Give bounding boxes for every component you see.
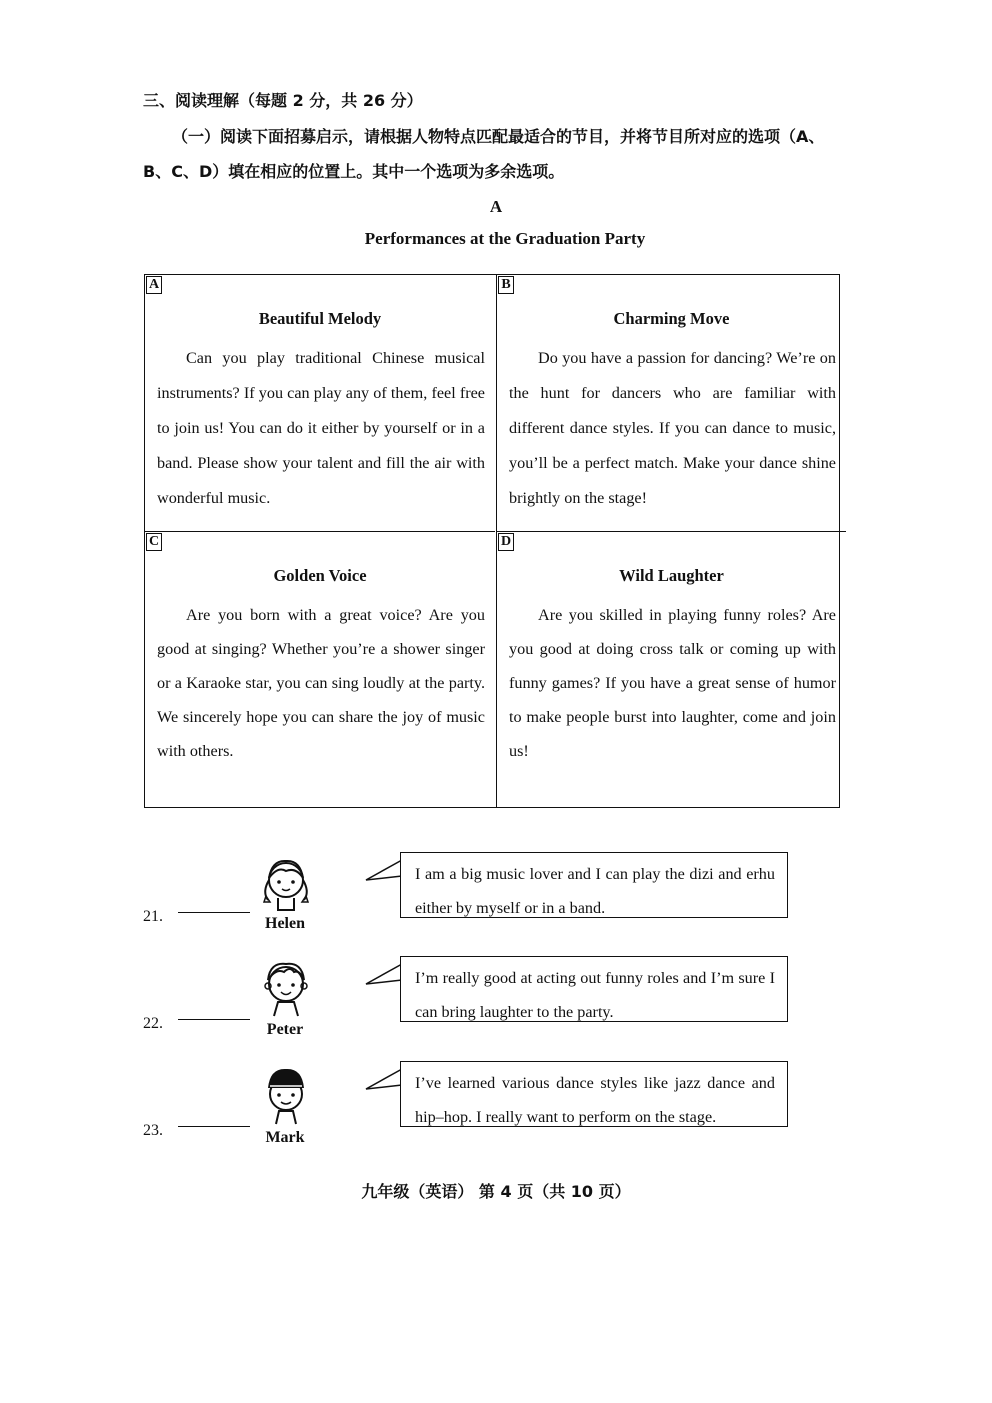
student-name: Helen (265, 915, 305, 932)
page-footer: 九年级（英语） 第 4 页（共 10 页） (361, 1182, 631, 1201)
option-cell-d (496, 531, 846, 807)
question-number: 21. (143, 908, 163, 925)
option-text: Do you have a passion for dancing? We’re on the hunt for dancers who are familiar with different dance styles. If you can dance to music, you’ll be a perfect match. Make your dance shine brightly on the stage! (509, 349, 836, 507)
passage-title: Performances at the Graduation Party (364, 229, 646, 248)
option-text: Can you play traditional Chinese musical instruments? If you can play any of them, feel free to join us! You can do it either by yourself or in a band. Please show your talent and fill the air with wonderful music. (157, 349, 485, 507)
speech-bubble-pointer (364, 1067, 404, 1093)
answer-blank[interactable] (178, 1126, 250, 1127)
question-number: 23. (143, 1122, 163, 1139)
option-title: Golden Voice (273, 566, 367, 585)
option-cell-a (145, 275, 495, 531)
answer-blank[interactable] (178, 1019, 250, 1020)
speech-bubble: I’m really good at acting out funny roles and I’m sure I can bring laughter to the party. (400, 956, 788, 1022)
speech-bubble: I am a big music lover and I can play the dizi and erhu either by myself or in a band. (400, 852, 788, 918)
student-name: Mark (265, 1129, 305, 1146)
instructions-line-1: （一）阅读下面招募启示，请根据人物特点匹配最适合的节目，并将节目所对应的选项（A、 (172, 127, 825, 146)
option-title: Wild Laughter (619, 566, 724, 585)
student-name: Peter (266, 1021, 304, 1038)
speech-bubble-pointer (364, 858, 404, 884)
passage-label: A (489, 197, 503, 216)
option-title: Beautiful Melody (258, 309, 382, 328)
option-cell-c (145, 531, 495, 807)
boy-avatar-icon (256, 956, 316, 1018)
instructions-line-2: B、C、D）填在相应的位置上。其中一个选项为多余选项。 (143, 162, 565, 181)
option-letter: B (498, 276, 514, 294)
option-letter: D (498, 533, 514, 551)
speech-bubble-pointer (364, 962, 404, 988)
option-text: Are you born with a great voice? Are you good at singing? Whether you’re a shower singer or a Karaoke star, you can sing loudly at the party. We sincerely hope you can share the joy of music with others. (157, 606, 485, 760)
option-text: Are you skilled in playing funny roles? Are you good at doing cross talk or coming up with funny games? If you have a great sense of humor to make people burst into laughter, come and join us! (509, 606, 836, 760)
option-letter: A (146, 276, 162, 294)
option-letter: C (146, 533, 162, 551)
option-title: Charming Move (613, 309, 730, 328)
speech-bubble: I’ve learned various dance styles like jazz dance and hip–hop. I really want to perform on the stage. (400, 1061, 788, 1127)
question-number: 22. (143, 1015, 163, 1032)
options-table (144, 274, 840, 808)
boy-with-cap-avatar-icon (256, 1064, 316, 1126)
answer-blank[interactable] (178, 912, 250, 913)
section-heading: 三、阅读理解（每题 2 分，共 26 分） (143, 91, 423, 110)
option-cell-b (496, 275, 846, 531)
girl-avatar-icon (256, 852, 316, 914)
